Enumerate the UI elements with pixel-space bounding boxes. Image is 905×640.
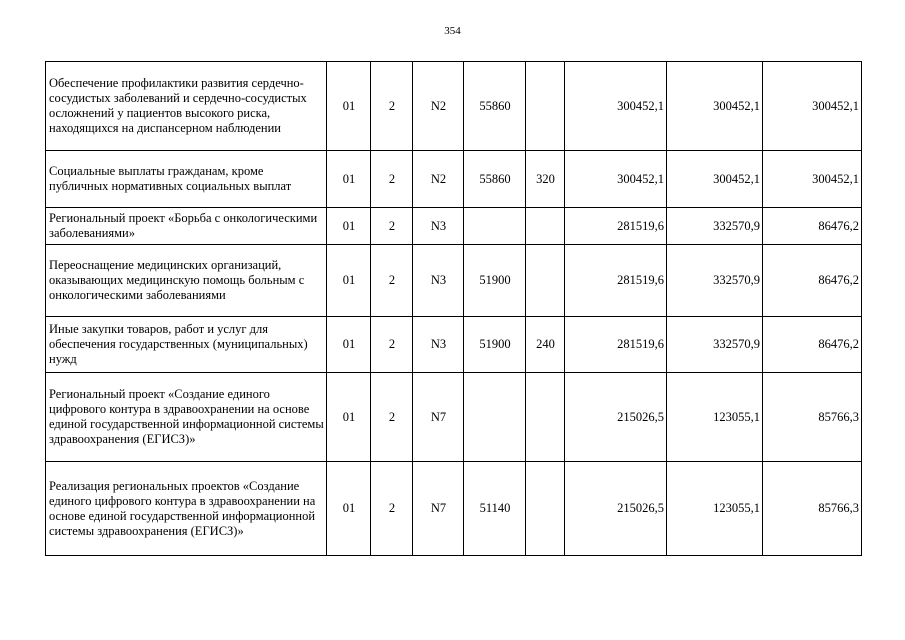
row-code-2: 2	[371, 317, 413, 373]
row-code-4: 55860	[464, 62, 526, 151]
row-code-1: 01	[327, 62, 371, 151]
row-code-1: 01	[327, 373, 371, 462]
row-code-2: 2	[371, 373, 413, 462]
row-code-3: N3	[413, 208, 464, 245]
table-row	[46, 151, 862, 208]
row-code-3: N2	[413, 62, 464, 151]
table-row	[46, 373, 862, 462]
row-value-1: 281519,6	[565, 208, 667, 245]
row-value-2: 123055,1	[667, 373, 763, 462]
row-code-2: 2	[371, 245, 413, 317]
row-value-1: 300452,1	[565, 151, 667, 208]
row-code-5	[526, 62, 565, 151]
table-row	[46, 462, 862, 556]
row-code-2: 2	[371, 151, 413, 208]
row-code-5	[526, 208, 565, 245]
row-code-5	[526, 245, 565, 317]
row-value-2: 332570,9	[667, 245, 763, 317]
row-code-3: N7	[413, 373, 464, 462]
row-code-1: 01	[327, 462, 371, 556]
row-value-3: 85766,3	[763, 373, 862, 462]
row-name: Социальные выплаты гражданам, кроме публичных нормативных социальных выплат	[46, 151, 327, 208]
row-name: Реализация региональных проектов «Создание единого цифрового контура в здравоохранении на основе единой государственной информационной системы здравоохранения (ЕГИСЗ)»	[46, 462, 327, 556]
row-value-1: 300452,1	[565, 62, 667, 151]
row-code-5: 320	[526, 151, 565, 208]
table-row	[46, 317, 862, 373]
row-name: Региональный проект «Создание единого цифрового контура в здравоохранении на основе единой государственной информационной системы здравоохранения (ЕГИСЗ)»	[46, 373, 327, 462]
row-code-4	[464, 373, 526, 462]
row-code-1: 01	[327, 317, 371, 373]
row-value-3: 86476,2	[763, 208, 862, 245]
row-code-1: 01	[327, 245, 371, 317]
row-code-2: 2	[371, 208, 413, 245]
row-code-2: 2	[371, 62, 413, 151]
row-code-5: 240	[526, 317, 565, 373]
row-value-1: 281519,6	[565, 317, 667, 373]
row-code-3: N7	[413, 462, 464, 556]
row-code-5	[526, 373, 565, 462]
row-code-3: N2	[413, 151, 464, 208]
row-code-4: 51900	[464, 317, 526, 373]
row-name: Региональный проект «Борьба с онкологическими заболеваниями»	[46, 208, 327, 245]
row-value-1: 215026,5	[565, 462, 667, 556]
row-code-1: 01	[327, 151, 371, 208]
row-value-3: 86476,2	[763, 245, 862, 317]
row-code-1: 01	[327, 208, 371, 245]
budget-table	[45, 61, 862, 556]
row-value-2: 332570,9	[667, 317, 763, 373]
row-name: Иные закупки товаров, работ и услуг для обеспечения государственных (муниципальных) нужд	[46, 317, 327, 373]
row-value-3: 86476,2	[763, 317, 862, 373]
row-name: Обеспечение профилактики развития сердечно-сосудистых заболеваний и сердечно-сосудистых осложнений у пациентов высокого риска, находящихся на диспансерном наблюдении	[46, 62, 327, 151]
row-code-4: 51140	[464, 462, 526, 556]
row-value-2: 300452,1	[667, 62, 763, 151]
row-value-2: 332570,9	[667, 208, 763, 245]
table-row	[46, 245, 862, 317]
row-name: Переоснащение медицинских организаций, оказывающих медицинскую помощь больным с онкологическими заболеваниями	[46, 245, 327, 317]
row-code-5	[526, 462, 565, 556]
row-value-2: 123055,1	[667, 462, 763, 556]
row-code-4	[464, 208, 526, 245]
row-code-2: 2	[371, 462, 413, 556]
page-number: 354	[444, 25, 461, 37]
row-value-3: 300452,1	[763, 151, 862, 208]
row-value-1: 281519,6	[565, 245, 667, 317]
row-code-4: 55860	[464, 151, 526, 208]
row-value-1: 215026,5	[565, 373, 667, 462]
table-row	[46, 62, 862, 151]
row-code-3: N3	[413, 317, 464, 373]
row-code-4: 51900	[464, 245, 526, 317]
row-value-2: 300452,1	[667, 151, 763, 208]
table-row	[46, 208, 862, 245]
row-value-3: 85766,3	[763, 462, 862, 556]
row-code-3: N3	[413, 245, 464, 317]
row-value-3: 300452,1	[763, 62, 862, 151]
